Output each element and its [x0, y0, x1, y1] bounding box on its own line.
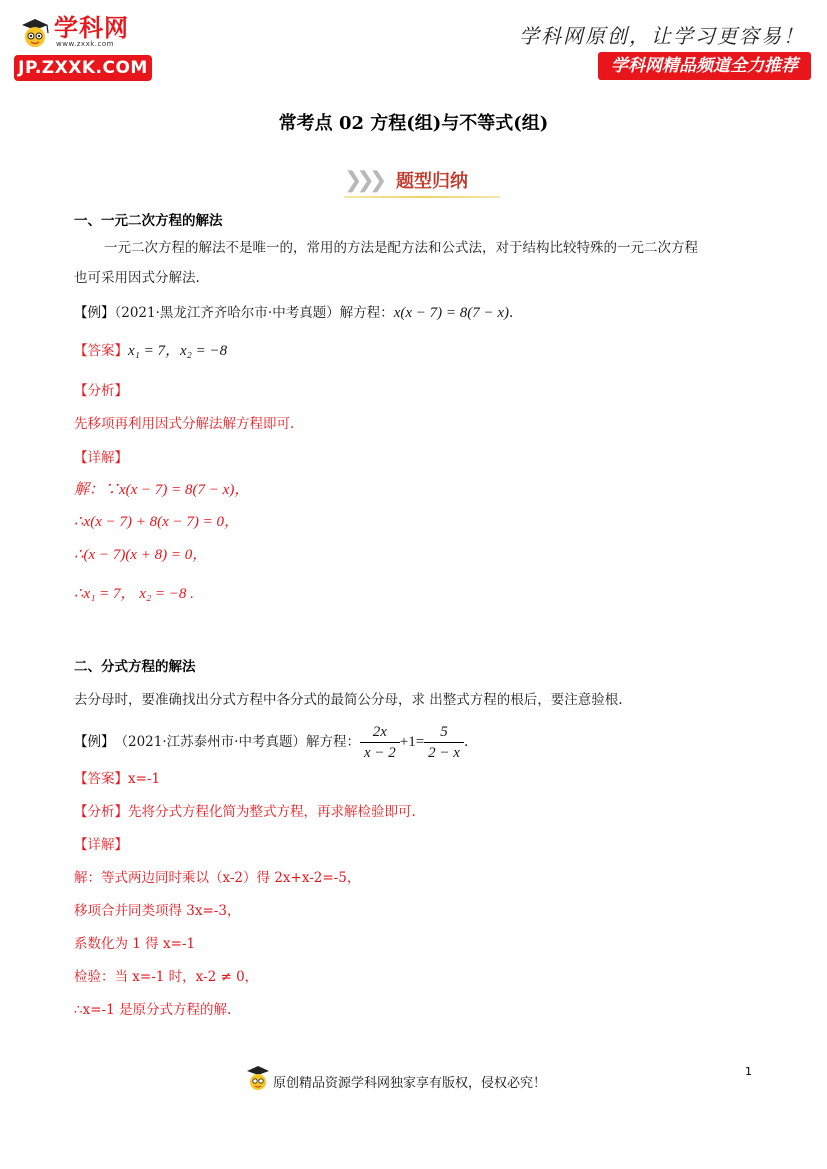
part1-step: 解：∵x(x − 7) = 8(7 − x)，	[74, 482, 250, 498]
fraction-numerator: 5	[424, 722, 464, 743]
mascot-logo-icon	[18, 16, 52, 50]
answer-text: x=-1	[128, 771, 161, 787]
logo-name: 学科网	[54, 14, 129, 42]
section-underline	[344, 196, 500, 198]
answer-text: x₁ = 7，x₂ = −8	[128, 343, 228, 359]
part1-analysis-text: 先移项再利用因式分解法解方程即可.	[74, 416, 295, 432]
part1-answer	[74, 341, 227, 361]
double-chevron-icon: ❯❯❯	[344, 168, 382, 193]
section-heading	[344, 164, 500, 198]
part1-analysis-label: 【分析】	[74, 383, 128, 399]
part2-example	[74, 720, 468, 764]
part1-intro-line2: 也可采用因式分解法.	[74, 270, 200, 286]
analysis-text: 先将分式方程化简为整式方程，再求解检验即可.	[128, 804, 416, 820]
part2-step: ∴x=-1 是原分式方程的解.	[74, 1002, 232, 1018]
part1-example	[74, 303, 513, 323]
example-end: .	[509, 305, 514, 321]
part1-step: ∴x(x − 7) + 8(x − 7) = 0，	[74, 514, 239, 530]
fraction-denominator: 2 − x	[428, 744, 460, 761]
logo-url: www.zxxk.com	[56, 40, 114, 48]
fraction-right	[424, 722, 464, 763]
part2-analysis	[74, 802, 416, 822]
answer-label: 【答案】	[74, 343, 128, 359]
slogan: 学科网原创，让学习更容易！	[519, 24, 805, 48]
section-heading-label: 题型归纳	[396, 171, 468, 192]
site-banner-link[interactable]: JP.ZXXK.COM	[14, 55, 152, 81]
channel-banner: 学科网精品频道全力推荐	[598, 52, 811, 80]
part2-heading: 二、分式方程的解法	[74, 659, 196, 675]
part1-heading: 一、一元二次方程的解法	[74, 213, 223, 229]
example-equation: x(x − 7) = 8(7 − x)	[393, 305, 510, 321]
example-source: （2021·黑龙江齐齐哈尔市·中考真题）解方程：	[114, 305, 394, 321]
fraction-left	[360, 722, 400, 763]
example-label: 【例】	[74, 305, 115, 321]
example-source: （2021·江苏泰州市·中考真题）解方程：	[114, 734, 360, 750]
fraction-numerator: 2x	[360, 722, 400, 743]
mascot-footer-icon	[245, 1064, 271, 1094]
part2-step: 检验：当 x=-1 时，x-2 ≠ 0，	[74, 969, 259, 985]
part1-detail-label: 【详解】	[74, 450, 128, 466]
part1-step: ∴(x − 7)(x + 8) = 0，	[74, 547, 208, 563]
part2-step: 系数化为 1 得 x=-1	[74, 936, 196, 952]
copyright-notice: 原创精品资源学科网独家享有版权，侵权必究！	[273, 1076, 547, 1091]
part2-intro: 去分母时，要准确找出分式方程中各分式的最简公分母，求 出整式方程的根后，要注意验根.	[74, 692, 623, 708]
answer-label: 【答案】	[74, 771, 128, 787]
part2-step: 解：等式两边同时乘以（x-2）得 2x+x-2=-5，	[74, 870, 361, 886]
part2-step: 移项合并同类项得 3x=-3，	[74, 903, 241, 919]
fraction-denominator: x − 2	[363, 744, 396, 761]
example-end: .	[463, 734, 469, 750]
part1-intro-line1: 一元二次方程的解法不是唯一的，常用的方法是配方法和公式法，对于结构比较特殊的一元二次方程	[104, 240, 698, 256]
part2-answer	[74, 769, 160, 789]
part2-detail-label: 【详解】	[74, 837, 128, 853]
plus-one: +1=	[399, 734, 425, 750]
example-label: 【例】	[74, 734, 115, 750]
page-number: 1	[745, 1065, 752, 1078]
page-title: 常考点 02 方程(组)与不等式(组)	[278, 113, 549, 134]
part1-step: ∴x₁ = 7， x₂ = −8 .	[74, 586, 194, 602]
analysis-label: 【分析】	[74, 804, 128, 820]
